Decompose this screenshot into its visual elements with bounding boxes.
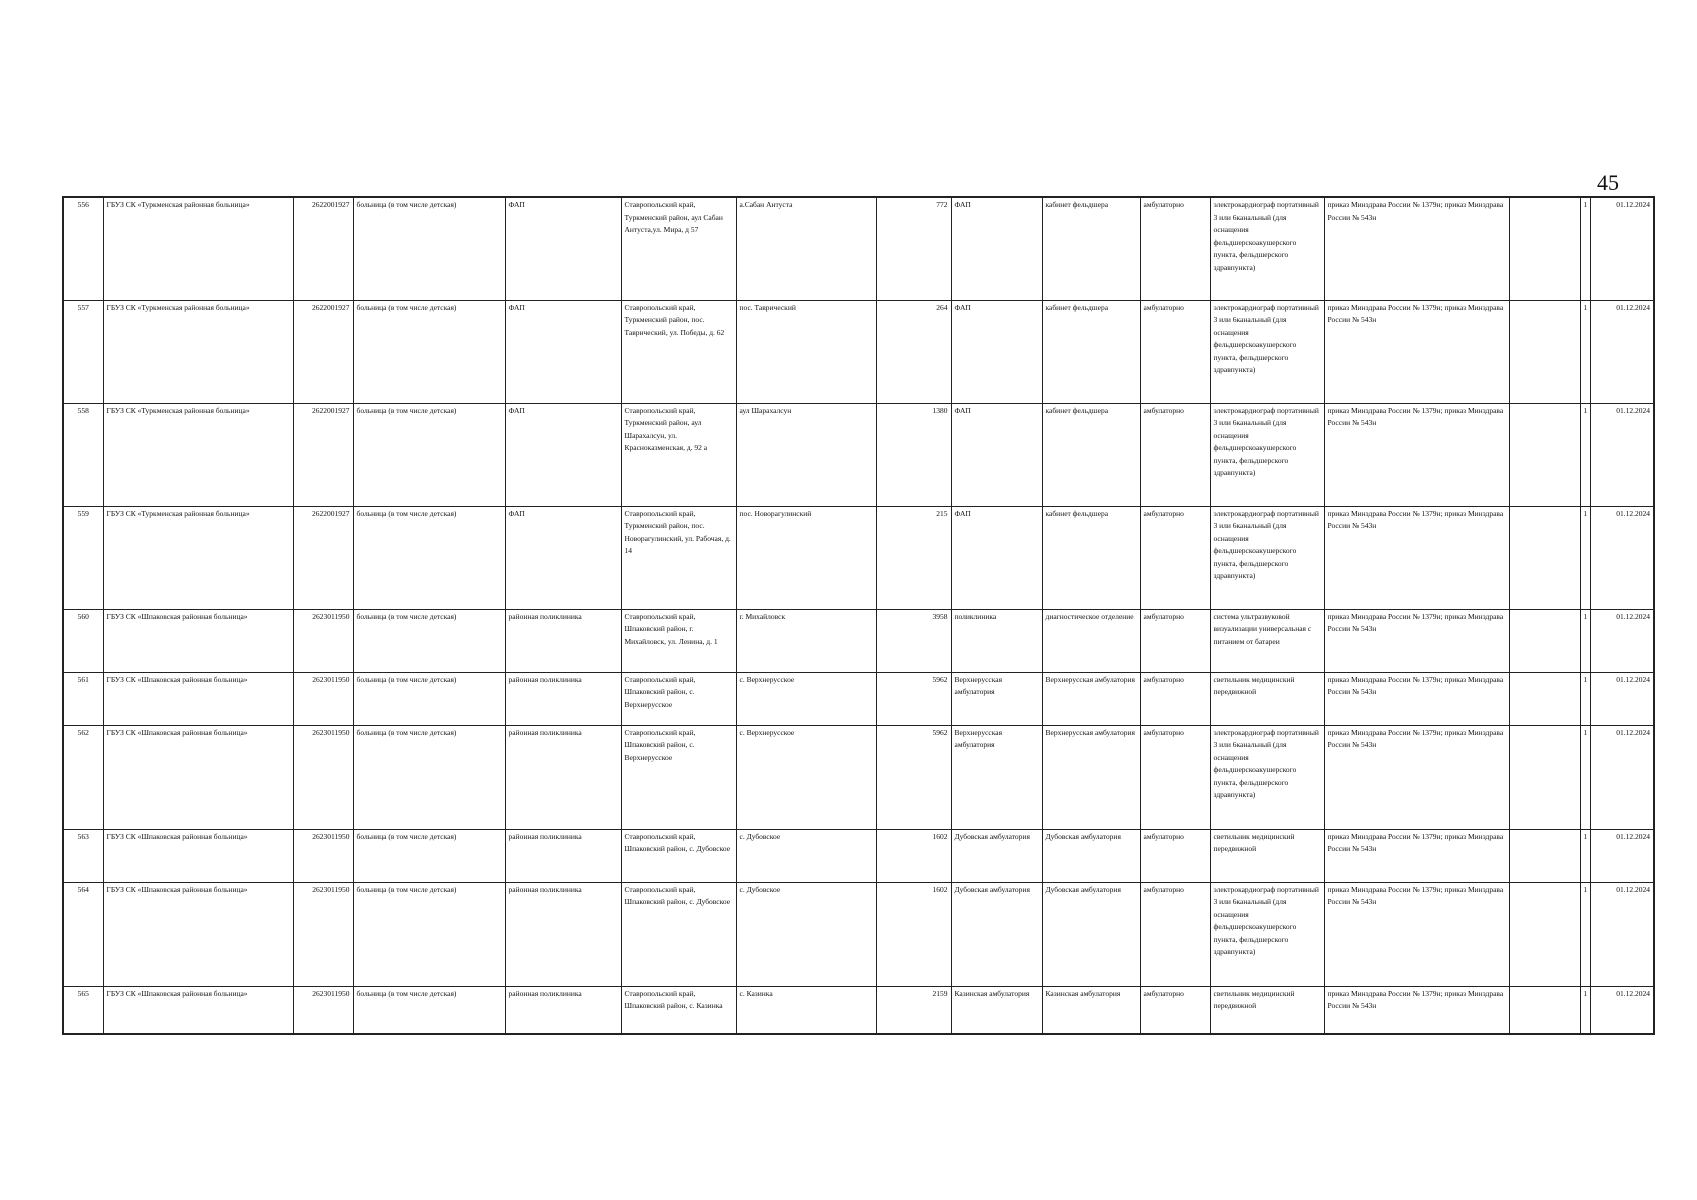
facility-type-cell: больница (в том числе детская) — [353, 725, 505, 829]
locality-cell: с. Казинка — [736, 986, 876, 1034]
quantity-cell: 1 — [1580, 197, 1590, 300]
table-row — [63, 986, 1654, 1034]
locality-cell: с. Верхнерусское — [736, 725, 876, 829]
extra-cell-cell — [1509, 506, 1580, 609]
structural-unit-cell: ФАП — [951, 506, 1042, 609]
equipment-registry-table — [62, 196, 1655, 1035]
care-form-cell: амбулаторно — [1140, 403, 1210, 506]
inn-code-cell: 2623011950 — [293, 986, 353, 1034]
structural-unit-cell: ФАП — [951, 403, 1042, 506]
facility-type-cell: больница (в том числе детская) — [353, 882, 505, 986]
quantity-cell: 1 — [1580, 986, 1590, 1034]
locality-cell: с. Дубовское — [736, 829, 876, 882]
quantity-cell: 1 — [1580, 300, 1590, 403]
extra-cell-cell — [1509, 197, 1580, 300]
delivery-date-cell: 01.12.2024 — [1590, 197, 1654, 300]
address-cell: Ставропольский край, Туркменский район, аул Шарахалсун, ул. Красноказменская, д. 92 а — [621, 403, 736, 506]
quantity-cell: 1 — [1580, 506, 1590, 609]
table-row — [63, 300, 1654, 403]
delivery-date-cell: 01.12.2024 — [1590, 506, 1654, 609]
structural-unit-cell: Дубовская амбулатория — [951, 882, 1042, 986]
care-form-cell: амбулаторно — [1140, 725, 1210, 829]
population-cell: 215 — [876, 506, 951, 609]
care-form-cell: амбулаторно — [1140, 197, 1210, 300]
equipment-name-cell: светильник медицинский передвижной — [1210, 829, 1324, 882]
structural-unit-cell: Казинская амбулатория — [951, 986, 1042, 1034]
order-reference-cell: приказ Минздрава России № 1379н; приказ Минздрава России № 543н — [1324, 506, 1509, 609]
department-cell: Казинская амбулатория — [1042, 986, 1140, 1034]
locality-cell: с. Дубовское — [736, 882, 876, 986]
facility-type-cell: больница (в том числе детская) — [353, 672, 505, 725]
equipment-name-cell: электрокардиограф портативный 3 или 6канальный (для оснащения фельдшерскоакушерского пункта, фельдшерского здравпункта) — [1210, 300, 1324, 403]
locality-cell: с. Верхнерусское — [736, 672, 876, 725]
facility-subtype-cell: районная поликлиника — [505, 725, 621, 829]
row-number-cell: 556 — [63, 197, 103, 300]
address-cell: Ставропольский край, Туркменский район, пос. Новорагулинский, ул. Рабочая, д. 14 — [621, 506, 736, 609]
row-number-cell: 561 — [63, 672, 103, 725]
facility-type-cell: больница (в том числе детская) — [353, 609, 505, 672]
row-number-cell: 563 — [63, 829, 103, 882]
organization-name-cell: ГБУЗ СК «Туркменская районная больница» — [103, 403, 293, 506]
inn-code-cell: 2623011950 — [293, 882, 353, 986]
address-cell: Ставропольский край, Туркменский район, пос. Таврический, ул. Победы, д. 62 — [621, 300, 736, 403]
structural-unit-cell: поликлиника — [951, 609, 1042, 672]
extra-cell-cell — [1509, 403, 1580, 506]
equipment-name-cell: электрокардиограф портативный 3 или 6канальный (для оснащения фельдшерскоакушерского пункта, фельдшерского здравпункта) — [1210, 403, 1324, 506]
department-cell: Дубовская амбулатория — [1042, 829, 1140, 882]
inn-code-cell: 2623011950 — [293, 829, 353, 882]
inn-code-cell: 2622001927 — [293, 197, 353, 300]
address-cell: Ставропольский край, Шпаковский район, с. Казинка — [621, 986, 736, 1034]
extra-cell-cell — [1509, 672, 1580, 725]
order-reference-cell: приказ Минздрава России № 1379н; приказ Минздрава России № 543н — [1324, 882, 1509, 986]
inn-code-cell: 2623011950 — [293, 672, 353, 725]
delivery-date-cell: 01.12.2024 — [1590, 986, 1654, 1034]
equipment-name-cell: электрокардиограф портативный 3 или 6канальный (для оснащения фельдшерскоакушерского пункта, фельдшерского здравпункта) — [1210, 197, 1324, 300]
inn-code-cell: 2622001927 — [293, 300, 353, 403]
locality-cell: аул Шарахалсун — [736, 403, 876, 506]
extra-cell-cell — [1509, 725, 1580, 829]
locality-cell: пос. Таврический — [736, 300, 876, 403]
delivery-date-cell: 01.12.2024 — [1590, 300, 1654, 403]
extra-cell-cell — [1509, 882, 1580, 986]
facility-subtype-cell: районная поликлиника — [505, 882, 621, 986]
row-number-cell: 565 — [63, 986, 103, 1034]
order-reference-cell: приказ Минздрава России № 1379н; приказ Минздрава России № 543н — [1324, 197, 1509, 300]
population-cell: 5962 — [876, 672, 951, 725]
facility-type-cell: больница (в том числе детская) — [353, 506, 505, 609]
inn-code-cell: 2623011950 — [293, 725, 353, 829]
facility-subtype-cell: ФАП — [505, 197, 621, 300]
order-reference-cell: приказ Минздрава России № 1379н; приказ Минздрава России № 543н — [1324, 672, 1509, 725]
delivery-date-cell: 01.12.2024 — [1590, 672, 1654, 725]
care-form-cell: амбулаторно — [1140, 300, 1210, 403]
care-form-cell: амбулаторно — [1140, 672, 1210, 725]
equipment-name-cell: электрокардиограф портативный 3 или 6канальный (для оснащения фельдшерскоакушерского пункта, фельдшерского здравпункта) — [1210, 506, 1324, 609]
department-cell: кабинет фельдшера — [1042, 300, 1140, 403]
facility-subtype-cell: ФАП — [505, 506, 621, 609]
population-cell: 5962 — [876, 725, 951, 829]
equipment-name-cell: система ультразвуковой визуализации универсальная с питанием от батареи — [1210, 609, 1324, 672]
quantity-cell: 1 — [1580, 672, 1590, 725]
address-cell: Ставропольский край, Шпаковский район, г. Михайловск, ул. Ленина, д. 1 — [621, 609, 736, 672]
delivery-date-cell: 01.12.2024 — [1590, 829, 1654, 882]
page-number: 45 — [1597, 170, 1619, 195]
delivery-date-cell: 01.12.2024 — [1590, 609, 1654, 672]
organization-name-cell: ГБУЗ СК «Шпаковская районная больница» — [103, 725, 293, 829]
table-row — [63, 829, 1654, 882]
order-reference-cell: приказ Минздрава России № 1379н; приказ Минздрава России № 543н — [1324, 300, 1509, 403]
organization-name-cell: ГБУЗ СК «Туркменская районная больница» — [103, 506, 293, 609]
population-cell: 1602 — [876, 829, 951, 882]
order-reference-cell: приказ Минздрава России № 1379н; приказ Минздрава России № 543н — [1324, 609, 1509, 672]
care-form-cell: амбулаторно — [1140, 506, 1210, 609]
quantity-cell: 1 — [1580, 403, 1590, 506]
extra-cell-cell — [1509, 986, 1580, 1034]
facility-subtype-cell: районная поликлиника — [505, 609, 621, 672]
organization-name-cell: ГБУЗ СК «Шпаковская районная больница» — [103, 672, 293, 725]
facility-subtype-cell: районная поликлиника — [505, 829, 621, 882]
facility-type-cell: больница (в том числе детская) — [353, 986, 505, 1034]
address-cell: Ставропольский край, Шпаковский район, с. Верхнерусское — [621, 672, 736, 725]
locality-cell: пос. Новорагулинский — [736, 506, 876, 609]
address-cell: Ставропольский край, Туркменский район, аул Сабан Антуста,ул. Мира, д 57 — [621, 197, 736, 300]
order-reference-cell: приказ Минздрава России № 1379н; приказ Минздрава России № 543н — [1324, 986, 1509, 1034]
organization-name-cell: ГБУЗ СК «Туркменская районная больница» — [103, 300, 293, 403]
department-cell: Дубовская амбулатория — [1042, 882, 1140, 986]
structural-unit-cell: Верхнерусская амбулатория — [951, 672, 1042, 725]
care-form-cell: амбулаторно — [1140, 882, 1210, 986]
structural-unit-cell: ФАП — [951, 197, 1042, 300]
organization-name-cell: ГБУЗ СК «Шпаковская районная больница» — [103, 882, 293, 986]
row-number-cell: 564 — [63, 882, 103, 986]
population-cell: 1380 — [876, 403, 951, 506]
extra-cell-cell — [1509, 300, 1580, 403]
locality-cell: г. Михайловск — [736, 609, 876, 672]
department-cell: Верхнерусская амбулатория — [1042, 672, 1140, 725]
address-cell: Ставропольский край, Шпаковский район, с. Дубовское — [621, 882, 736, 986]
equipment-name-cell: электрокардиограф портативный 3 или 6канальный (для оснащения фельдшерскоакушерского пункта, фельдшерского здравпункта) — [1210, 725, 1324, 829]
inn-code-cell: 2623011950 — [293, 609, 353, 672]
organization-name-cell: ГБУЗ СК «Шпаковская районная больница» — [103, 609, 293, 672]
facility-type-cell: больница (в том числе детская) — [353, 403, 505, 506]
department-cell: кабинет фельдшера — [1042, 506, 1140, 609]
population-cell: 772 — [876, 197, 951, 300]
row-number-cell: 557 — [63, 300, 103, 403]
extra-cell-cell — [1509, 829, 1580, 882]
row-number-cell: 562 — [63, 725, 103, 829]
delivery-date-cell: 01.12.2024 — [1590, 403, 1654, 506]
address-cell: Ставропольский край, Шпаковский район, с. Дубовское — [621, 829, 736, 882]
row-number-cell: 560 — [63, 609, 103, 672]
care-form-cell: амбулаторно — [1140, 609, 1210, 672]
delivery-date-cell: 01.12.2024 — [1590, 725, 1654, 829]
table-row — [63, 672, 1654, 725]
department-cell: кабинет фельдшера — [1042, 197, 1140, 300]
facility-type-cell: больница (в том числе детская) — [353, 300, 505, 403]
order-reference-cell: приказ Минздрава России № 1379н; приказ Минздрава России № 543н — [1324, 725, 1509, 829]
facility-type-cell: больница (в том числе детская) — [353, 829, 505, 882]
inn-code-cell: 2622001927 — [293, 403, 353, 506]
row-number-cell: 558 — [63, 403, 103, 506]
facility-subtype-cell: районная поликлиника — [505, 986, 621, 1034]
structural-unit-cell: Верхнерусская амбулатория — [951, 725, 1042, 829]
equipment-name-cell: светильник медицинский передвижной — [1210, 986, 1324, 1034]
table-row — [63, 882, 1654, 986]
equipment-name-cell: электрокардиограф портативный 3 или 6канальный (для оснащения фельдшерскоакушерского пункта, фельдшерского здравпункта) — [1210, 882, 1324, 986]
order-reference-cell: приказ Минздрава России № 1379н; приказ Минздрава России № 543н — [1324, 829, 1509, 882]
population-cell: 264 — [876, 300, 951, 403]
quantity-cell: 1 — [1580, 882, 1590, 986]
address-cell: Ставропольский край, Шпаковский район, с. Верхнерусское — [621, 725, 736, 829]
facility-subtype-cell: ФАП — [505, 403, 621, 506]
order-reference-cell: приказ Минздрава России № 1379н; приказ Минздрава России № 543н — [1324, 403, 1509, 506]
care-form-cell: амбулаторно — [1140, 829, 1210, 882]
row-number-cell: 559 — [63, 506, 103, 609]
facility-subtype-cell: районная поликлиника — [505, 672, 621, 725]
table-row — [63, 609, 1654, 672]
structural-unit-cell: Дубовская амбулатория — [951, 829, 1042, 882]
locality-cell: а.Сабан Антуста — [736, 197, 876, 300]
quantity-cell: 1 — [1580, 725, 1590, 829]
table-row — [63, 197, 1654, 300]
quantity-cell: 1 — [1580, 609, 1590, 672]
delivery-date-cell: 01.12.2024 — [1590, 882, 1654, 986]
equipment-name-cell: светильник медицинский передвижной — [1210, 672, 1324, 725]
department-cell: диагностическое отделение — [1042, 609, 1140, 672]
facility-subtype-cell: ФАП — [505, 300, 621, 403]
population-cell: 1602 — [876, 882, 951, 986]
care-form-cell: амбулаторно — [1140, 986, 1210, 1034]
inn-code-cell: 2622001927 — [293, 506, 353, 609]
organization-name-cell: ГБУЗ СК «Шпаковская районная больница» — [103, 829, 293, 882]
extra-cell-cell — [1509, 609, 1580, 672]
organization-name-cell: ГБУЗ СК «Шпаковская районная больница» — [103, 986, 293, 1034]
organization-name-cell: ГБУЗ СК «Туркменская районная больница» — [103, 197, 293, 300]
population-cell: 3958 — [876, 609, 951, 672]
table-row — [63, 403, 1654, 506]
department-cell: Верхнерусская амбулатория — [1042, 725, 1140, 829]
quantity-cell: 1 — [1580, 829, 1590, 882]
structural-unit-cell: ФАП — [951, 300, 1042, 403]
table-row — [63, 725, 1654, 829]
facility-type-cell: больница (в том числе детская) — [353, 197, 505, 300]
population-cell: 2159 — [876, 986, 951, 1034]
table-row — [63, 506, 1654, 609]
department-cell: кабинет фельдшера — [1042, 403, 1140, 506]
